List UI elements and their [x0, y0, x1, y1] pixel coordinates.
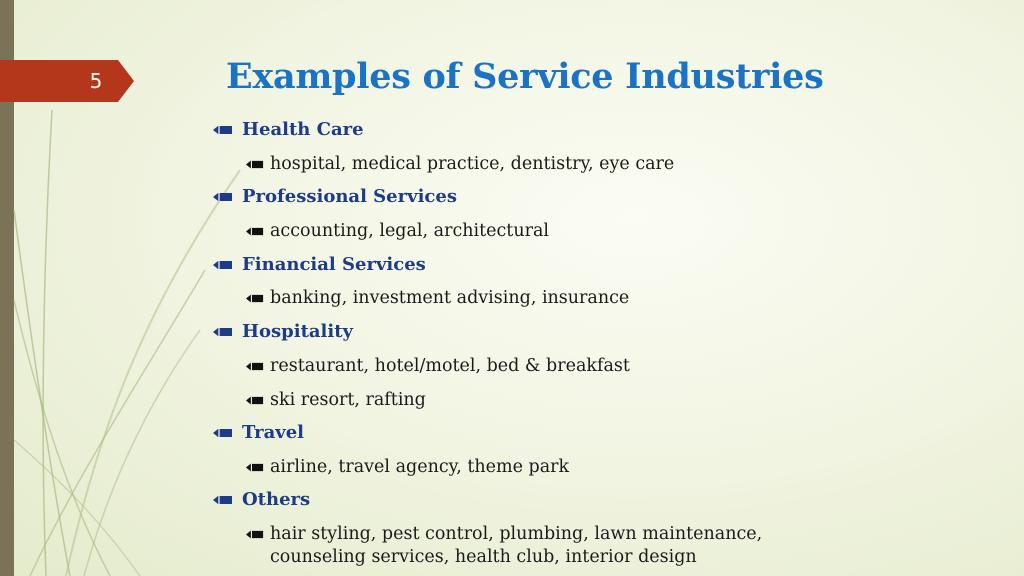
list-item: ski resort, rafting	[246, 389, 426, 411]
list-item: accounting, legal, architectural	[246, 220, 549, 242]
heading-travel: Travel	[213, 422, 304, 444]
pencil-bullet-icon	[246, 287, 264, 309]
heading-professional-services: Professional Services	[213, 186, 457, 208]
list-item: banking, investment advising, insurance	[246, 287, 629, 309]
pencil-bullet-icon	[246, 153, 264, 175]
slide-number: 5	[89, 69, 103, 93]
list-item: airline, travel agency, theme park	[246, 456, 569, 478]
pencil-bullet-icon	[213, 321, 233, 343]
pencil-bullet-icon	[246, 456, 264, 478]
pencil-bullet-icon	[213, 254, 233, 276]
pencil-bullet-icon	[213, 119, 233, 141]
heading-financial-services: Financial Services	[213, 254, 426, 276]
pencil-bullet-icon	[213, 422, 233, 444]
pencil-bullet-icon	[246, 389, 264, 411]
pencil-bullet-icon	[213, 489, 233, 511]
pencil-bullet-icon	[213, 186, 233, 208]
heading-others: Others	[213, 489, 310, 511]
pencil-bullet-icon	[246, 220, 264, 242]
pencil-bullet-icon	[246, 355, 264, 377]
list-item: restaurant, hotel/motel, bed & breakfast	[246, 355, 630, 377]
list-item: hair styling, pest control, plumbing, lawn maintenance, counseling services, health club, interior design	[246, 523, 850, 569]
slide-title: Examples of Service Industries	[226, 56, 824, 97]
heading-hospitality: Hospitality	[213, 321, 353, 343]
heading-health-care: Health Care	[213, 119, 364, 141]
list-item: hospital, medical practice, dentistry, eye care	[246, 153, 674, 175]
pencil-bullet-icon	[246, 523, 264, 545]
